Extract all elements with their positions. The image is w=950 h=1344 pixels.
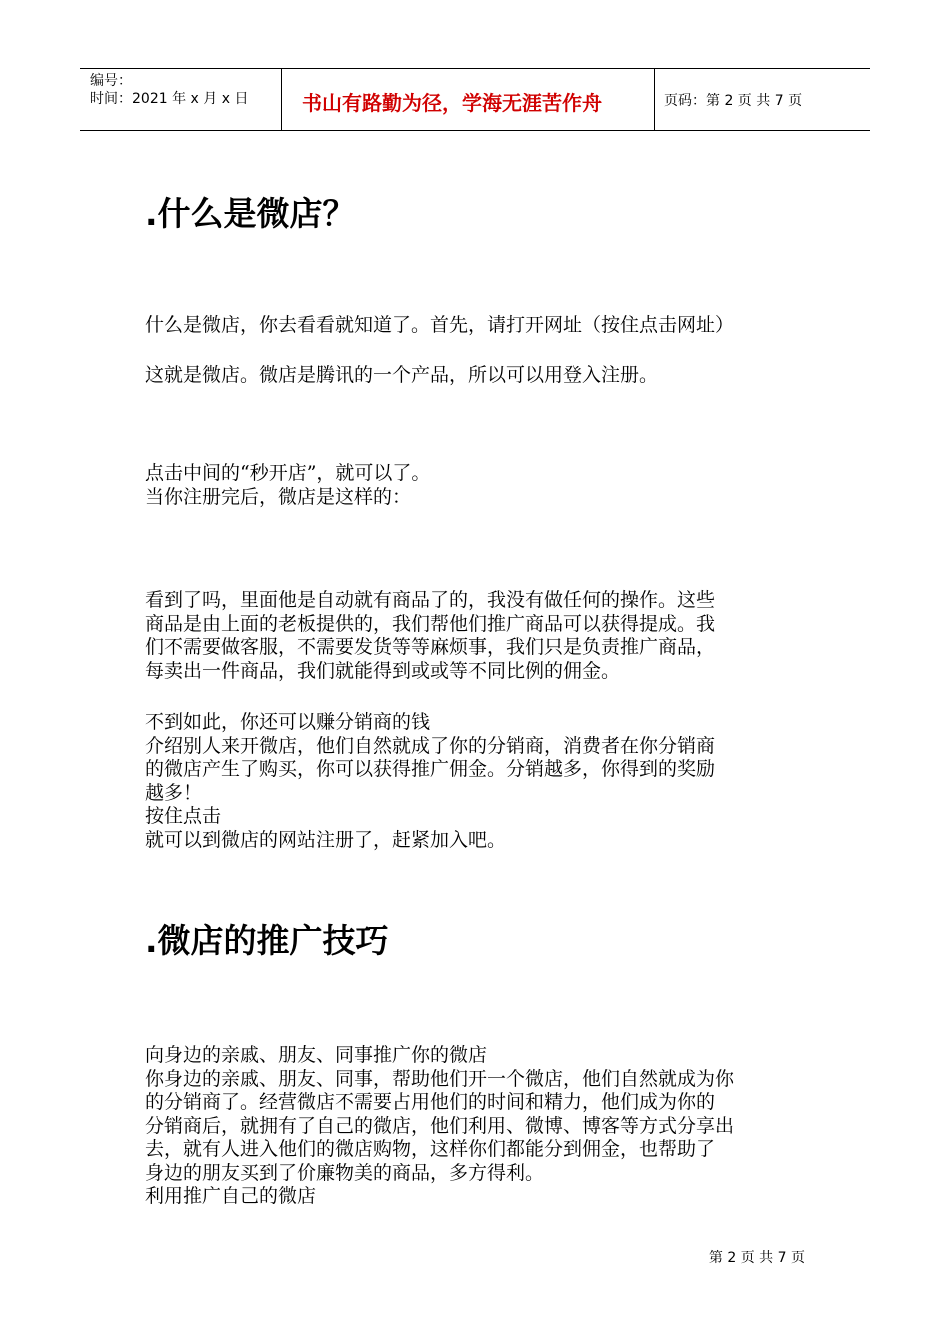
text-line: 这就是微店。微店是腾讯的一个产品，所以可以用登入注册。 xyxy=(145,364,659,386)
text-line: 分销商后，就拥有了自己的微店，他们利用、微博、博客等方式分享出 xyxy=(145,1114,735,1137)
text-line: 每卖出一件商品，我们就能得到或或等不同比例的佣金。 xyxy=(145,659,621,682)
text-line: 去，就有人进入他们的微店购物，这样你们都能分到佣金，也帮助了 xyxy=(145,1138,716,1160)
text-line: 身边的朋友买到了价廉物美的商品，多方得利。 xyxy=(145,1161,545,1184)
serial-label: 编号： xyxy=(90,73,132,89)
text-line: 越多！ xyxy=(145,781,203,804)
text-line: 向身边的亲戚、朋友、同事推广你的微店 xyxy=(145,1044,488,1066)
paragraph xyxy=(145,364,815,388)
header-motto-cell xyxy=(281,69,655,130)
motto: 书山有路勤为径，学海无涯苦作舟 xyxy=(302,91,602,115)
paragraph xyxy=(145,589,815,683)
paragraph xyxy=(145,711,815,852)
text-line: 利用推广自己的微店 xyxy=(145,1185,317,1207)
page-footer: 第 2 页 共 7 页 xyxy=(708,1250,805,1266)
text-line: 们不需要做客服，不需要发货等等麻烦事，我们只是负责推广商品， xyxy=(145,636,716,658)
text-line: 你身边的亲戚、朋友、同事，帮助他们开一个微店，他们自然就成为你 xyxy=(145,1067,735,1090)
section-title-what-is-weidian: .什么是微店？ xyxy=(145,194,356,233)
date-label: 时间：2021 年 x 月 x 日 xyxy=(90,91,249,107)
text-line: 什么是微店，你去看看就知道了。首先，请打开网址（按住点击网址） xyxy=(145,314,735,336)
page-header xyxy=(80,68,870,131)
header-meta-cell xyxy=(80,69,280,130)
text-line: 介绍别人来开微店，他们自然就成了你的分销商，消费者在你分销商 xyxy=(145,734,716,757)
text-line: 当你注册完后，微店是这样的： xyxy=(145,485,412,508)
paragraph xyxy=(145,1044,815,1209)
text-line: 商品是由上面的老板提供的，我们帮他们推广商品可以获得提成。我 xyxy=(145,612,716,635)
paragraph xyxy=(145,314,815,338)
section-title-promotion-tips: .微店的推广技巧 xyxy=(145,921,389,960)
header-page-cell xyxy=(654,69,870,130)
text-line: 的微店产生了购买，你可以获得推广佣金。分销越多，你得到的奖励 xyxy=(145,758,716,780)
paragraph xyxy=(145,462,815,509)
text-line: 按住点击 xyxy=(145,805,222,827)
text-line: 不到如此，你还可以赚分销商的钱 xyxy=(145,711,431,733)
text-line: 就可以到微店的网站注册了，赶紧加入吧。 xyxy=(145,828,507,851)
text-line: 看到了吗，里面他是自动就有商品了的，我没有做任何的操作。这些 xyxy=(145,589,716,611)
text-line: 的分销商了。经营微店不需要占用他们的时间和精力，他们成为你的 xyxy=(145,1091,716,1113)
header-page-info: 页码：第 2 页 共 7 页 xyxy=(664,93,803,109)
text-line: 点击中间的“秒开店”，就可以了。 xyxy=(145,462,431,484)
